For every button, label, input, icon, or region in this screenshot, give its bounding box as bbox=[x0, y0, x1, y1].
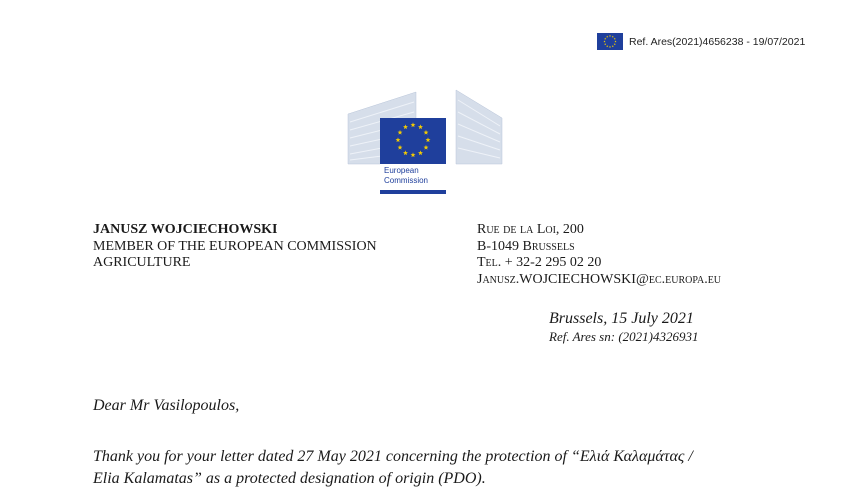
paragraph-line: Thank you for your letter dated 27 May 2021 concerning the protection of “Ελιά Καλαμάτας / bbox=[93, 448, 693, 465]
address-phone: Tel. + 32-2 295 02 20 bbox=[477, 255, 602, 270]
address-block bbox=[477, 222, 721, 288]
letter-date: Brussels, 15 July 2021 bbox=[549, 310, 694, 327]
eu-star-icon bbox=[609, 46, 611, 48]
eu-star-icon bbox=[614, 40, 616, 42]
eu-star-icon bbox=[603, 40, 605, 42]
eu-star-icon bbox=[609, 35, 611, 37]
eu-star-icon bbox=[614, 43, 616, 45]
sender-title: MEMBER OF THE EUROPEAN COMMISSION bbox=[93, 238, 377, 254]
address-city: B-1049 Brussels bbox=[477, 238, 575, 254]
sender-portfolio: AGRICULTURE bbox=[93, 255, 191, 270]
eu-flag-icon bbox=[597, 33, 623, 50]
letter-reference: Ref. Ares sn: (2021)4326931 bbox=[549, 329, 699, 344]
ares-reference-stamp bbox=[597, 33, 805, 50]
eu-star-icon bbox=[604, 43, 606, 45]
address-email: Janusz.WOJCIECHOWSKI@ec.europa.eu bbox=[477, 271, 722, 287]
dateline bbox=[549, 309, 698, 345]
logo-caption bbox=[384, 166, 428, 186]
eu-star-icon bbox=[614, 38, 616, 40]
salutation: Dear Mr Vasilopoulos, bbox=[93, 397, 240, 414]
eu-star-icon bbox=[606, 36, 608, 38]
sender-block bbox=[93, 222, 377, 272]
address-street: Rue de la Loi, 200 bbox=[477, 222, 584, 237]
eu-star-icon bbox=[606, 45, 608, 47]
eu-star-icon bbox=[604, 38, 606, 40]
logo-caption-line1: European bbox=[384, 166, 419, 175]
letter-paragraph bbox=[93, 446, 793, 490]
sender-name: JANUSZ WOJCIECHOWSKI bbox=[93, 222, 278, 237]
eu-star-icon bbox=[612, 36, 614, 38]
eu-star-icon bbox=[612, 45, 614, 47]
logo-caption-line2: Commission bbox=[384, 176, 429, 185]
ares-reference-text: Ref. Ares(2021)4656238 - 19/07/2021 bbox=[629, 35, 806, 48]
paragraph-line: Elia Kalamatas” as a protected designation of origin (PDO). bbox=[93, 470, 486, 487]
